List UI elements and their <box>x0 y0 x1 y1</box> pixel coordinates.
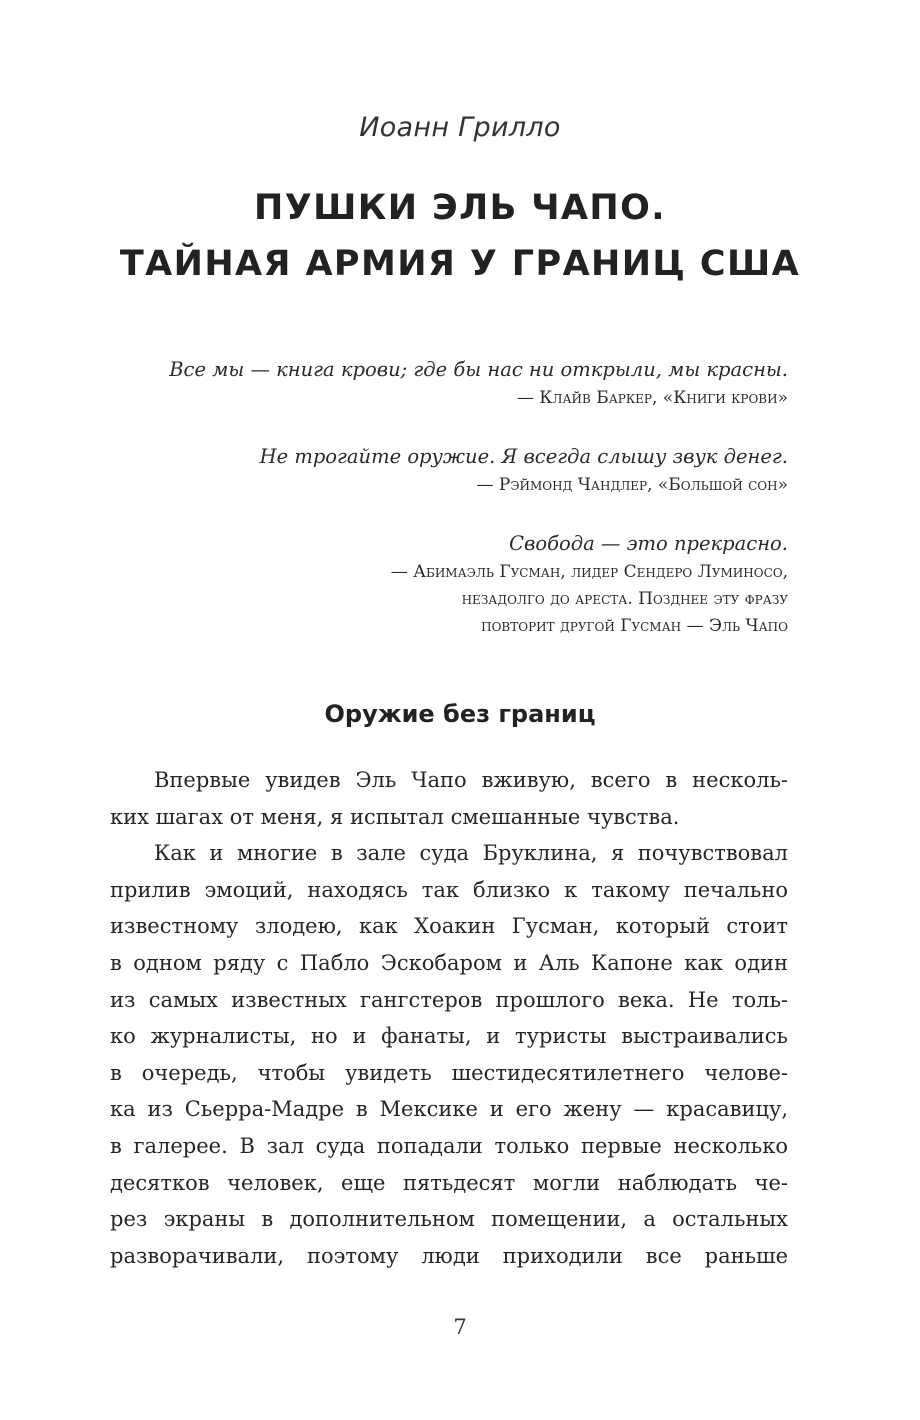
text-line: десятков человек, еще пятьдесят могли наблюдать че- <box>110 1170 788 1195</box>
text-line: разворачивали, поэтому люди приходили все раньше <box>110 1243 788 1268</box>
body-text <box>110 762 788 1274</box>
epigraphs <box>88 355 788 670</box>
epigraph-quote: Все мы — книга крови; где бы нас ни открыли, мы красны. <box>169 358 788 381</box>
epigraph <box>88 442 788 499</box>
text-line: Впервые увидев Эль Чапо вживую, всего в несколь- <box>154 768 788 792</box>
epigraph <box>88 355 788 412</box>
text-line: из самых известных гангстеров прошлого века. Не толь- <box>110 987 788 1012</box>
epigraph-attribution: незадолго до ареста. Позднее эту фразу <box>461 589 788 609</box>
text-line: рез экраны в дополнительном помещении, а остальных <box>110 1207 788 1232</box>
text-line: прилив эмоций, находясь так близко к такому печально <box>110 877 788 902</box>
text-line: в одном ряду с Пабло Эскобаром и Аль Капоне как один <box>110 950 788 975</box>
section-heading: Оружие без границ <box>324 700 596 728</box>
epigraph-attribution: — Клайв Баркер, «Книги крови» <box>516 388 788 408</box>
book-title-line-2: ТАЙНАЯ АРМИЯ У ГРАНИЦ США <box>119 244 801 284</box>
text-line: в очередь, чтобы увидеть шестидесятилетнего челове- <box>110 1060 788 1085</box>
epigraph-quote: Не трогайте оружие. Я всегда слышу звук денег. <box>259 445 788 468</box>
text-line: ка из Сьерра-Мадре в Мексике и его жену — красавицу, <box>110 1097 788 1122</box>
text-line: в галерее. В зал суда попадали только первые несколько <box>110 1133 788 1158</box>
epigraph-attribution: повторит другой Гусман — Эль Чапо <box>481 616 788 636</box>
text-line: Как и многие в зале суда Бруклина, я почувствовал <box>154 841 788 866</box>
text-line: ко журналисты, но и фанаты, и туристы выстраивались <box>110 1024 788 1049</box>
epigraph-attribution: — Рэймонд Чандлер, «Большой сон» <box>476 475 788 495</box>
epigraph <box>88 529 788 640</box>
page-number: 7 <box>453 1315 467 1339</box>
epigraph-attribution: — Абимаэль Гусман, лидер Сендеро Луминосо, <box>390 562 788 582</box>
book-title <box>0 180 920 292</box>
epigraph-quote: Свобода — это прекрасно. <box>509 532 788 555</box>
text-line: ких шагах от меня, я испытал смешанные чувства. <box>110 804 680 829</box>
text-line: известному злодею, как Хоакин Гусман, который стоит <box>110 914 788 939</box>
author-name: Иоанн Грилло <box>359 112 561 143</box>
book-title-line-1: ПУШКИ ЭЛЬ ЧАПО. <box>254 188 666 228</box>
